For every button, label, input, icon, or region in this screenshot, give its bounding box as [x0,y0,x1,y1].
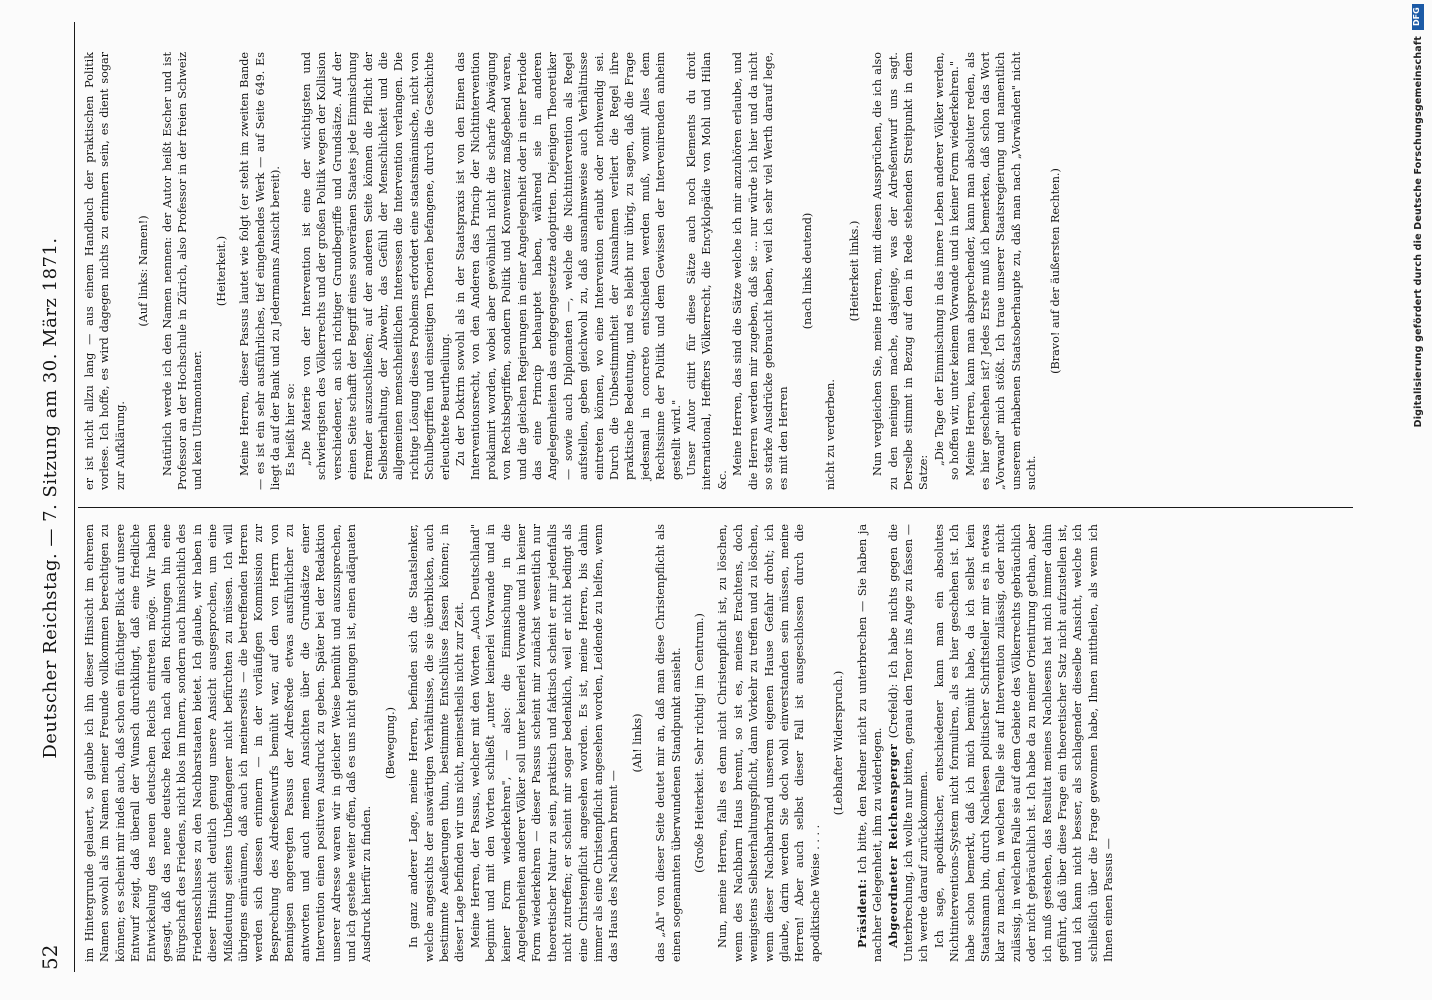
running-header [38,26,72,970]
interjection: (Auf links: Namen!) [137,215,151,327]
paragraph: Meine Herren, der Passus, welcher mit den Worten „Auch Deutschland" beginnt und mit den Worten schließt „unter keinerlei Vorwande und in keiner Form wiederkehren", — also: die Einmischung in die Angelegenheiten anderer Völker soll unter keinerlei Vorwande und in keiner Form wiederkehren — dieser Passus scheint mir zunächst wesentlich nur theoretischer Natur zu sein, praktisch und faktisch scheint er mir jedenfalls nicht zutreffen; er scheint mir sogar bedenklich, weil er nicht bedingt als eine Christenpflicht angesehen worden. Es ist, meine Herren, bis dahin immer als eine Christenpflicht angesehen worden, Leidende zu helfen, wenn das Haus des Nachbarn brennt — [468,524,621,962]
speech-text: (Crefeld): Ich habe nichts gegen die Unterbrechung, ich wollte nur bitten, genau den Tenor ins Auge zu fassen — ich werde darauf zurückkommen. [886,524,931,962]
interjection: (Bravo! auf der äußersten Rechten.) [1048,168,1062,374]
header-rule [74,22,75,972]
page-title: Deutscher Reichstag. — 7. Sitzung am 30. März 1871. [40,237,61,759]
speaker-paragraph [886,524,932,962]
paragraph: Meine Herren, dieser Passus lautet wie folgt (er steht im zweiten Bande — es ist ein sehr ausführliches, tief eingehendes Werk — auf Seite 649. Es liegt da auf der Bank und zu Jedermanns Ansicht bereit). [238,52,283,490]
interjection: (Lebhafter Widerspruch.) [832,670,846,816]
speaker-paragraph [855,524,886,962]
interjection: (Große Heiterkeit. Sehr richtig! im Centrum.) [693,613,707,873]
paragraph: Natürlich werde ich den Namen nennen: der Autor heißt Escher und ist Professor an der Hochschule in Zürich, also Professor in der freien Schweiz und kein Ultramontaner. [160,52,205,490]
interjection: (nach links deutend) [800,212,814,330]
quotation: Zu der Doktrin sowohl als in der Staatspraxis ist von den Einen das Interventionsrecht, von den Anderen das Princip der Nichtintervention proklamirt worden, wobei aber gewöhnlich nicht die scharfe Abwägung von Rechtsbegriffen, sondern Politik und Konvenienz maßgebend waren, und die gleichen Regierungen in einer Angelegenheit oder in einer Periode das eine Princip behauptet haben, während sie in anderen Angelegenheiten das entgegengesetzte adoptirten. Diejenigen Theoretiker — sowie auch Diplomaten —, welche die Nichtintervention als Regel aufstellen, geben gleichwohl zu, daß ausnahmsweise auch Verhältnisse eintreten können, wo eine Intervention erlaubt oder nothwendig sei. Durch die Unbestimmtheit der Ausnahmen verliert die Regel ihre praktische Bedeutung, und es bleibt nur übrig, zu sagen, daß die Frage jedesmal in concreto entschieden werden muß, womit Alles dem Rechtssinne der Politik und dem Gewissen der Intervenirenden anheim gestellt wird." [453,52,683,480]
interjection: (Ah! links) [630,713,644,773]
dfg-logo: DFG [1412,4,1424,30]
paragraph: nicht zu verderben. [824,379,838,490]
interjection: (Bewegung.) [383,706,397,780]
paragraph: Nun, meine Herren, falls es denn nicht Christenpflicht ist, zu löschen, wenn des Nachbarn Haus brennt, so ist es, meines Erachtens, doch wenigstens Selbsterhaltungspflicht, dann Vorkehr zu treffen und zu löschen, wenn dieser Nachbarbrand unserem eigenen Hause Gefahr droht; ich glaube, darin werden Sie doch wohl einverstanden sein müssen, meine Herren! Aber auch selbst dieser Fall ist ausgeschlossen durch die apodiktische Weise . . . . [716,524,822,962]
quotation: „Die Materie von der Intervention ist eine der wichtigsten und schwierigsten des Völkerrechts und der großen Politik wegen der Kollision verschiedener, an sich richtiger Grundbegriffe und Grundsätze. Auf der einen Seite schafft der Begriff eines souveränen Staates jede Einmischung Fremder auszuschließen; auf der anderen Seite können die Pflicht der Selbsterhaltung, der Abwehr, das Gefühl der Menschlichkeit und die allgemeinen menschheitlichen Interessen die Intervention verlangen. Die richtige Lösung dieses Problems erfordert eine staatsmännische, nicht von Schulbegriffen und einseitigen Theorien befangene, durch die Geschichte erleuchtete Beurtheilung. [299,52,452,480]
paragraph: Meine Herren, kann man absprechender, kann man absoluter reden, als es hier geschehen ist? Jedes Erste muß ich bemerken, daß schon das Wort „Vorwand" mich stößt. Ich traue unserer Staatsregierung und namentlich unserem erhabenen Staatsoberhaupte zu, daß man nach „Vorwänden" nicht sucht. [963,52,1039,490]
paragraph: Ich sage, apodiktischer, entschiedener kann man ein absolutes Nichtinterventions-System nicht formuliren, als es hier geschehen ist. Ich habe schon bemerkt, daß ich mich bemüht habe, da ich selbst kein Staatsmann bin, durch Nachlesen politischer Schriftsteller mir es in etwas klar zu machen, in welchen Falle sie auf Intervention zulässig, oder nicht zulässig, in welchen Falle sie auf dem Gebiete des Völkerrechts gebräuchlich oder nicht gebräuchlich ist. Ich habe da zu meiner Orientirung gethan, aber ich muß gestehen, das Resultat meines Nachlesens hat mich immer dahin geführt, daß über diese Frage ein theoretischer Satz nicht aufzustellen ist, und ich kann nicht besser, als schlagender dieselbe Ansicht, welche ich schließlich über die Frage gewonnen habe, Ihnen mittheilen, als wenn ich Ihnen einen Passus — [932,524,1116,962]
speaker-name: Präsident: [854,878,869,948]
paragraph: Nun vergleichen Sie, meine Herren, mit diesen Aussprüchen, die ich also zu den meinigen mache, dasjenige, was der Adreßentwurf uns sagt. Derselbe stimmt in Bezug auf den in Rede stehenden Streitpunkt in dem Satze: [871,52,931,490]
interjection: (Heiterkeit.) [214,235,228,307]
speech-text: Ich bitte, den Redner nicht zu unterbrechen — Sie haben ja nachher Gelegenheit, ihm zu widerlegen. [855,524,885,962]
quotation: „Die Tage der Einmischung in das innere Leben anderer Völker werden, so hoffen wir, unter keinem Vorwande und in keiner Form wiederkehren." [932,52,962,480]
paragraph: im Hintergrunde gelauert, so glaube ich ihn dieser Hinsicht im ehrenen Namen sowohl als im Namen meiner Freunde vollkommen berechtigen zu können; es scheint mir indeß auch, daß schon ein flüchtiger Blick auf unsere Entwurf zeigt, daß überall der Wunsch durchklingt, daß eine friedliche Entwickelung des neuen deutschen Reichs eintreten möge. Wir haben gesagt, daß das neue deutsche Reich nach allen Richtungen hin eine Bürgschaft des Friedens, nicht blos im Innern, sondern auch hinsichtlich des Friedensschlusses zu den Nachbarstaaten bietet. Ich glaube, wir haben in dieser Hinsicht deutlich genug unsere Ansicht ausgesprochen, um eine Mißdeutung seitens Unbefangener nicht befürchten zu müssen. Ich will übrigens einräumen, daß auch ich meinerseits — die betreffenden Herren werden sich dessen erinnern — in der vorläufigen Kommission zur Besprechung des Adreßentwurfs bemüht war, auf den von Herrn von Bennigsen angeregten Passus der Adreßrede etwas ausführlicher zu antworten und auch meinen Ansichten über die Grundsätze einer Intervention einen positiven Ausdruck zu geben. Später bei der Redaktion unserer Adresse waren wir in gleicher Weise bemüht und auszusprechen, und ich gestehe weiter offen, daß es uns nicht gelungen ist, einen adäquaten Ausdruck hierfür zu finden. [83,524,374,962]
page-number: 52 [38,944,62,970]
paragraph: Unser Autor citirt für diese Sätze auch noch Klements du droit international, Heffters Völkerrecht, die Encyklopädie von Mohl und Hilan &c. [685,52,729,490]
column-divider [78,507,1353,508]
paragraph: Meine Herren, das sind die Sätze welche ich mir anzuhören erlaube, und die Herren werden mir zugeben, daß sie ... nur würde ich hier und da nicht so starke Ausdrücke gebraucht haben, weil ich sehr viel Werth darauf lege, es mit den Herren [731,52,791,490]
digitization-credit: Digitalisierung gefördert durch die Deutsche Forschungsgemeinschaft [1413,36,1424,428]
speaker-name: Abgeordneter Reichensperger [885,743,900,948]
paragraph: das „Ah" von dieser Seite deutet mir an, daß man diese Christenpflicht als einen sogenannten überwundenen Standpunkt ansieht. [654,524,683,962]
paragraph: er ist nicht allzu lang — aus einem Handbuch der praktischen Politik vorlese. Ich hoffe, es wird dagegen nichts zu erinnern sein, es dient sogar zur Aufklärung. [83,52,127,490]
interjection: (Heiterkeit links.) [847,220,861,322]
left-column [82,524,1350,962]
right-column [82,52,1350,490]
paragraph: Es heißt hier so: [284,383,298,476]
paragraph: In ganz anderer Lage, meine Herren, befinden sich die Staatslenker, welche angesichts der auswärtigen Verhältnisse, die sie überblicken, auch bestimmte Aeußerungen thun, bestimmte Entschlüsse fassen können; in dieser Lage befinden wir uns nicht, meinestheils nicht zur Zeit. [407,524,467,962]
